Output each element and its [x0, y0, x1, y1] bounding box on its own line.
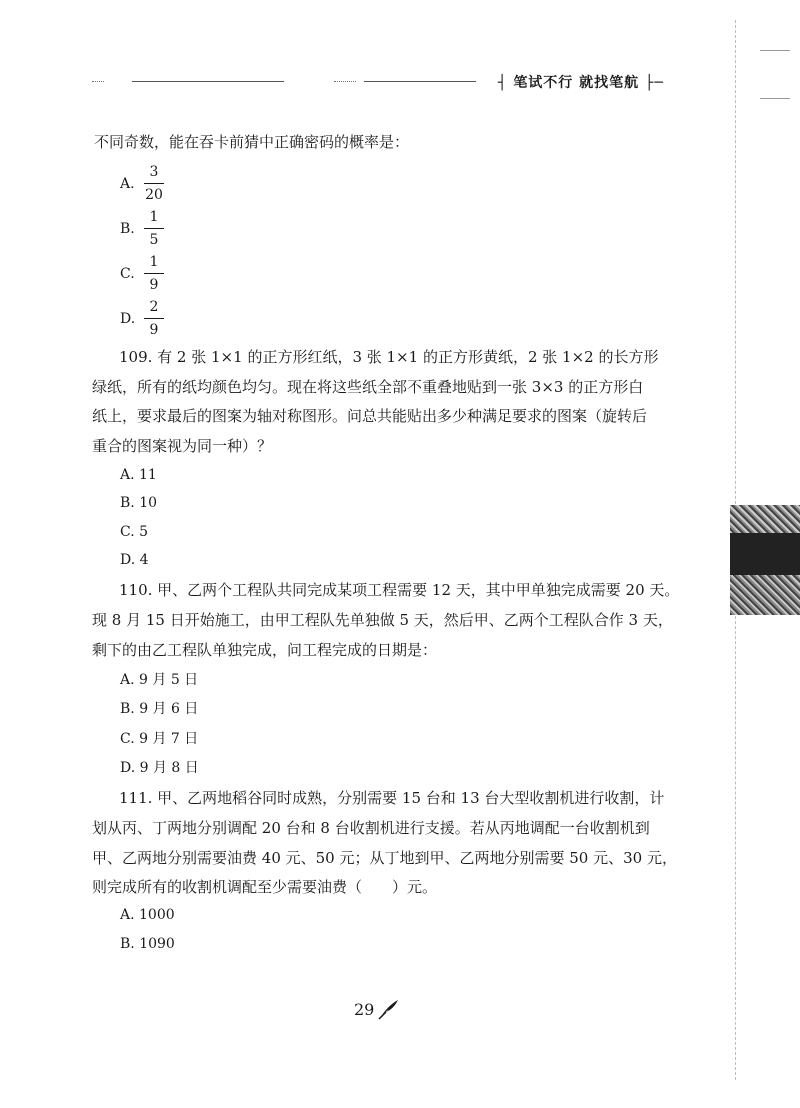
header-rule-mid [364, 81, 476, 82]
scan-edge-mark [760, 50, 790, 51]
q110-option-c[interactable]: C. 9 月 7 日 [120, 731, 199, 747]
page-number: 29 [354, 1000, 375, 1019]
running-head [498, 72, 664, 92]
fraction-numerator: 2 [149, 299, 159, 315]
q111-option-a[interactable]: A. 1000 [120, 907, 175, 923]
running-head-left-bar: ┤ [498, 75, 508, 91]
scan-edge-mark [760, 98, 790, 99]
running-head-text: 笔试不行 就找笔航 [513, 75, 640, 91]
fraction [144, 252, 164, 295]
fraction-bar [144, 183, 164, 184]
header-dots-mid [334, 81, 356, 83]
q109-option-a[interactable]: A. 11 [120, 467, 157, 483]
fraction-bar [144, 273, 164, 274]
fraction-denominator: 9 [149, 277, 159, 293]
fraction-bar [144, 228, 164, 229]
fraction-denominator: 9 [149, 322, 159, 338]
header-dots-left [92, 81, 104, 83]
q109-line-3: 纸上，要求最后的图案为轴对称图形。问总共能贴出多少种满足要求的图案（旋转后 [92, 407, 648, 425]
option-label: D. [120, 311, 136, 327]
fraction-numerator: 3 [149, 164, 159, 180]
fraction [144, 297, 164, 340]
q109-line-2: 绿纸，所有的纸均颜色均匀。现在将这些纸全部不重叠地贴到一张 3×3 的正方形白 [92, 378, 644, 396]
fraction-numerator: 1 [149, 254, 159, 270]
q111-line-2: 划从丙、丁两地分别调配 20 台和 8 台收割机进行支援。若从丙地调配一台收割机到 [92, 819, 650, 837]
q109-line-1: 109. 有 2 张 1×1 的正方形红纸，3 张 1×1 的正方形黄纸，2 张 1×2 的长方形 [119, 348, 659, 366]
fraction-numerator: 1 [149, 209, 159, 225]
fraction-denominator: 5 [149, 232, 159, 248]
q110-line-1: 110. 甲、乙两个工程队共同完成某项工程需要 12 天，其中甲单独完成需要 20 天。 [119, 581, 680, 599]
q111-line-4: 则完成所有的收割机调配至少需要油费（ ）元。 [92, 878, 438, 896]
q109-option-c[interactable]: C. 5 [120, 524, 149, 540]
q110-option-a[interactable]: A. 9 月 5 日 [120, 672, 199, 688]
scan-edge-tab [730, 505, 800, 615]
option-label: C. [120, 266, 135, 282]
quill-icon [378, 998, 400, 1020]
fraction-denominator: 20 [145, 187, 163, 203]
header-rule-left [132, 81, 284, 82]
q111-line-1: 111. 甲、乙两地稻谷同时成熟，分别需要 15 台和 13 台大型收割机进行收割，计 [119, 789, 665, 807]
q109-option-b[interactable]: B. 10 [120, 495, 158, 511]
q108-stem-tail: 不同奇数，能在吞卡前猜中正确密码的概率是： [94, 133, 410, 151]
option-label: B. [120, 221, 135, 237]
q111-line-3: 甲、乙两地分别需要油费 40 元、50 元；从丁地到甲、乙两地分别需要 50 元、30 元， [92, 849, 677, 867]
q110-line-2: 现 8 月 15 日开始施工，由甲工程队先单独做 5 天，然后甲、乙两个工程队合作 3 天， [92, 611, 673, 629]
fraction-bar [144, 318, 164, 319]
q110-option-b[interactable]: B. 9 月 6 日 [120, 701, 199, 717]
q110-option-d[interactable]: D. 9 月 8 日 [120, 760, 199, 776]
fraction [144, 207, 164, 250]
q110-line-3: 剩下的由乙工程队单独完成，问工程完成的日期是： [92, 641, 438, 659]
fraction [144, 162, 164, 205]
q111-option-b[interactable]: B. 1090 [120, 936, 175, 952]
option-label: A. [120, 176, 135, 192]
q109-line-4: 重合的图案视为同一种）？ [92, 437, 273, 455]
running-head-right-bar: ├─ [645, 75, 664, 91]
q109-option-d[interactable]: D. 4 [120, 552, 149, 568]
